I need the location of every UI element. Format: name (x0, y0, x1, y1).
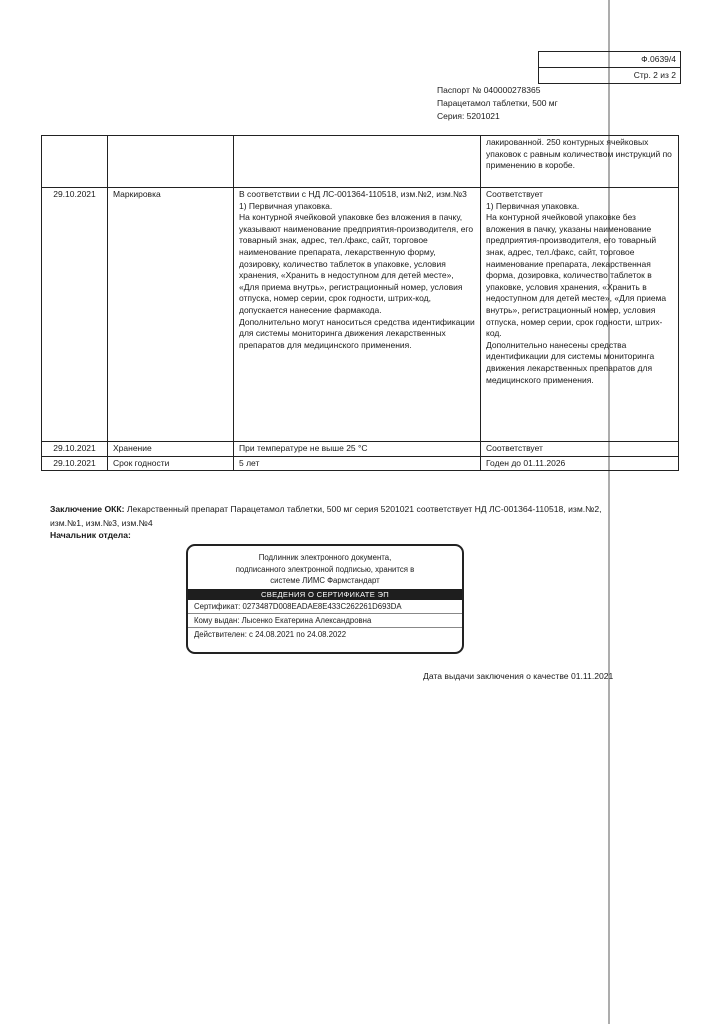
stamp-certificate-band: СВЕДЕНИЯ О СЕРТИФИКАТЕ ЭП (188, 589, 462, 600)
indicator-cell: Срок годности (108, 456, 234, 471)
passport-block (437, 84, 558, 123)
stamp-line-2: подписанного электронной подписью, хранится в (235, 564, 415, 574)
result-cell: лакированной. 250 контурных ячейковых упаковок с равным количеством инструкций по применению в коробе. (481, 136, 679, 188)
conclusion-text: Лекарственный препарат Парацетамол таблетки, 500 мг серия 5201021 соответствует НД ЛС-001364-110518, изм.№2, изм.№1, изм.№3, изм.№4 (50, 504, 602, 528)
date-cell: 29.10.2021 (42, 442, 108, 457)
requirement-cell: В соответствии с НД ЛС-001364-110518, изм.№2, изм.№3 1) Первичная упаковка. На контурной ячейковой упаковке без вложения в пачку, указывают наименование предприятия-производителя, его товарный знак, адрес, тел./факс, сайт, торговое наименование препарата, лекарственную форму, дозировку, количество таблеток в упаковке, условия хранения, «Хранить в недоступном для детей месте», «Для приема внутрь», регистрационный номер, условия отпуска, номер серии, срок годности, штрих-код, допускается нанесение фармакода. Дополнительно могут наноситься средства идентификации для системы мониторинга движения лекарственных препаратов для медицинского применения. (234, 188, 481, 442)
indicator-cell: Хранение (108, 442, 234, 457)
stamp-line-1: Подлинник электронного документа, (258, 553, 392, 562)
result-cell: Годен до 01.11.2026 (481, 456, 679, 471)
indicator-cell (108, 136, 234, 188)
conclusion-label: Заключение ОКК: (50, 504, 125, 514)
e-signature-stamp (186, 544, 464, 654)
table-row (42, 456, 679, 471)
stamp-issued-to: Кому выдан: Лысенко Екатерина Александровна (188, 614, 462, 628)
series-number: Серия: 5201021 (437, 111, 500, 121)
stamp-valid: Действителен: с 24.08.2021 по 24.08.2022 (194, 629, 347, 639)
page-number: Стр. 2 из 2 (539, 67, 680, 83)
stamp-line-3: системе ЛИМС Фармстандарт (270, 576, 380, 585)
result-cell: Соответствует 1) Первичная упаковка. На контурной ячейковой упаковке без вложения в пачку, указаны наименование предприятия-производителя, его товарный знак, адрес, тел./факс, сайт, торговое наименование препарата, лекарственная форма, дозировка, количество таблеток в упаковке, условия хранения, «Хранить в недоступном для детей месте», «Для приема внутрь», регистрационный номер, условия отпуска, номер серии, срок годности, штрих-код. Дополнительно нанесены средства идентификации для системы мониторинга движения лекарственных препаратов для медицинского применения. (481, 188, 679, 442)
form-number: Ф.0639/4 (641, 54, 676, 64)
table-row (42, 442, 679, 457)
issue-date: Дата выдачи заключения о качестве 01.11.2021 (423, 671, 614, 681)
test-results-table (41, 135, 679, 471)
date-cell (42, 136, 108, 188)
qc-conclusion (50, 503, 610, 530)
requirement-cell: 5 лет (234, 456, 481, 471)
table-row (42, 188, 679, 442)
date-cell: 29.10.2021 (42, 456, 108, 471)
requirement-cell (234, 136, 481, 188)
date-cell: 29.10.2021 (42, 188, 108, 442)
head-of-department-label: Начальник отдела: (50, 530, 131, 540)
table-row (42, 136, 679, 188)
stamp-certificate: Сертификат: 0273487D008EADAE8E433C262261D693DA (188, 600, 462, 614)
passport-number: Паспорт № 040000278365 (437, 85, 541, 95)
product-name: Парацетамол таблетки, 500 мг (437, 98, 558, 108)
indicator-cell: Маркировка (108, 188, 234, 442)
requirement-cell: При температуре не выше 25 °С (234, 442, 481, 457)
result-cell: Соответствует (481, 442, 679, 457)
form-number-box (538, 51, 681, 84)
